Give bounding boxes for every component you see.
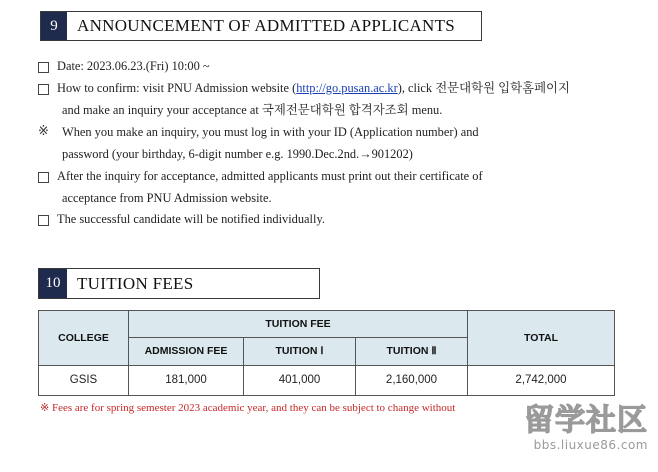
checkbox-bullet-icon — [38, 62, 49, 73]
tuition-fee-header: TUITION FEE — [129, 311, 468, 338]
watermark — [524, 404, 648, 452]
admission-fee-header: ADMISSION FEE — [129, 338, 244, 365]
confirm-line — [57, 80, 570, 96]
checkbox-bullet-icon — [38, 215, 49, 226]
print-line-2: acceptance from PNU Admission website. — [62, 191, 272, 205]
tuition-1-header: TUITION Ⅰ — [244, 338, 356, 365]
tuition-2-header: TUITION Ⅱ — [356, 338, 468, 365]
tuition-2-cell: 2,160,000 — [356, 365, 468, 395]
confirm-text-before: How to confirm: visit PNU Admission website ( — [57, 81, 297, 95]
section-header-announcement — [40, 11, 482, 41]
confirm-line-2: and make an inquiry your acceptance at 국제전문대학원 합격자조회 menu. — [62, 103, 443, 117]
print-line-1: After the inquiry for acceptance, admitted applicants must print out their certificate of — [57, 169, 483, 183]
section-number: 10 — [39, 269, 67, 298]
checkbox-bullet-icon — [38, 84, 49, 95]
date-line: Date: 2023.06.23.(Fri) 10:00 ~ — [57, 59, 210, 73]
fee-note: ※ Fees are for spring semester 2023 academic year, and they can be subject to change without — [40, 402, 456, 414]
total-cell: 2,742,000 — [468, 365, 615, 395]
section-title: TUITION FEES — [77, 273, 194, 293]
tuition-1-cell: 401,000 — [244, 365, 356, 395]
reference-mark-icon: ※ — [38, 124, 49, 139]
college-header: COLLEGE — [39, 311, 129, 366]
section-header-tuition — [38, 268, 320, 299]
confirm-text-after: ), click 전문대학원 입학홈페이지 — [397, 81, 570, 95]
college-cell: GSIS — [39, 365, 129, 395]
watermark-url: bbs.liuxue86.com — [533, 438, 648, 452]
admission-website-link[interactable]: http://go.pusan.ac.kr — [296, 81, 398, 95]
admission-fee-cell: 181,000 — [129, 365, 244, 395]
total-header: TOTAL — [468, 311, 615, 366]
table-header-row — [39, 311, 615, 338]
section-number: 9 — [41, 12, 67, 40]
tuition-fees-table — [38, 310, 615, 396]
checkbox-bullet-icon — [38, 172, 49, 183]
notify-line: The successful candidate will be notified individually. — [57, 212, 325, 226]
watermark-logo: 留学社区 — [524, 403, 648, 438]
section-title: ANNOUNCEMENT OF ADMITTED APPLICANTS — [77, 16, 456, 35]
login-note-line-1: When you make an inquiry, you must log in with your ID (Application number) and — [62, 125, 479, 139]
login-note-line-2: password (your birthday, 6-digit number e.g. 1990.Dec.2nd.→901202) — [62, 147, 413, 161]
table-row — [39, 365, 615, 395]
